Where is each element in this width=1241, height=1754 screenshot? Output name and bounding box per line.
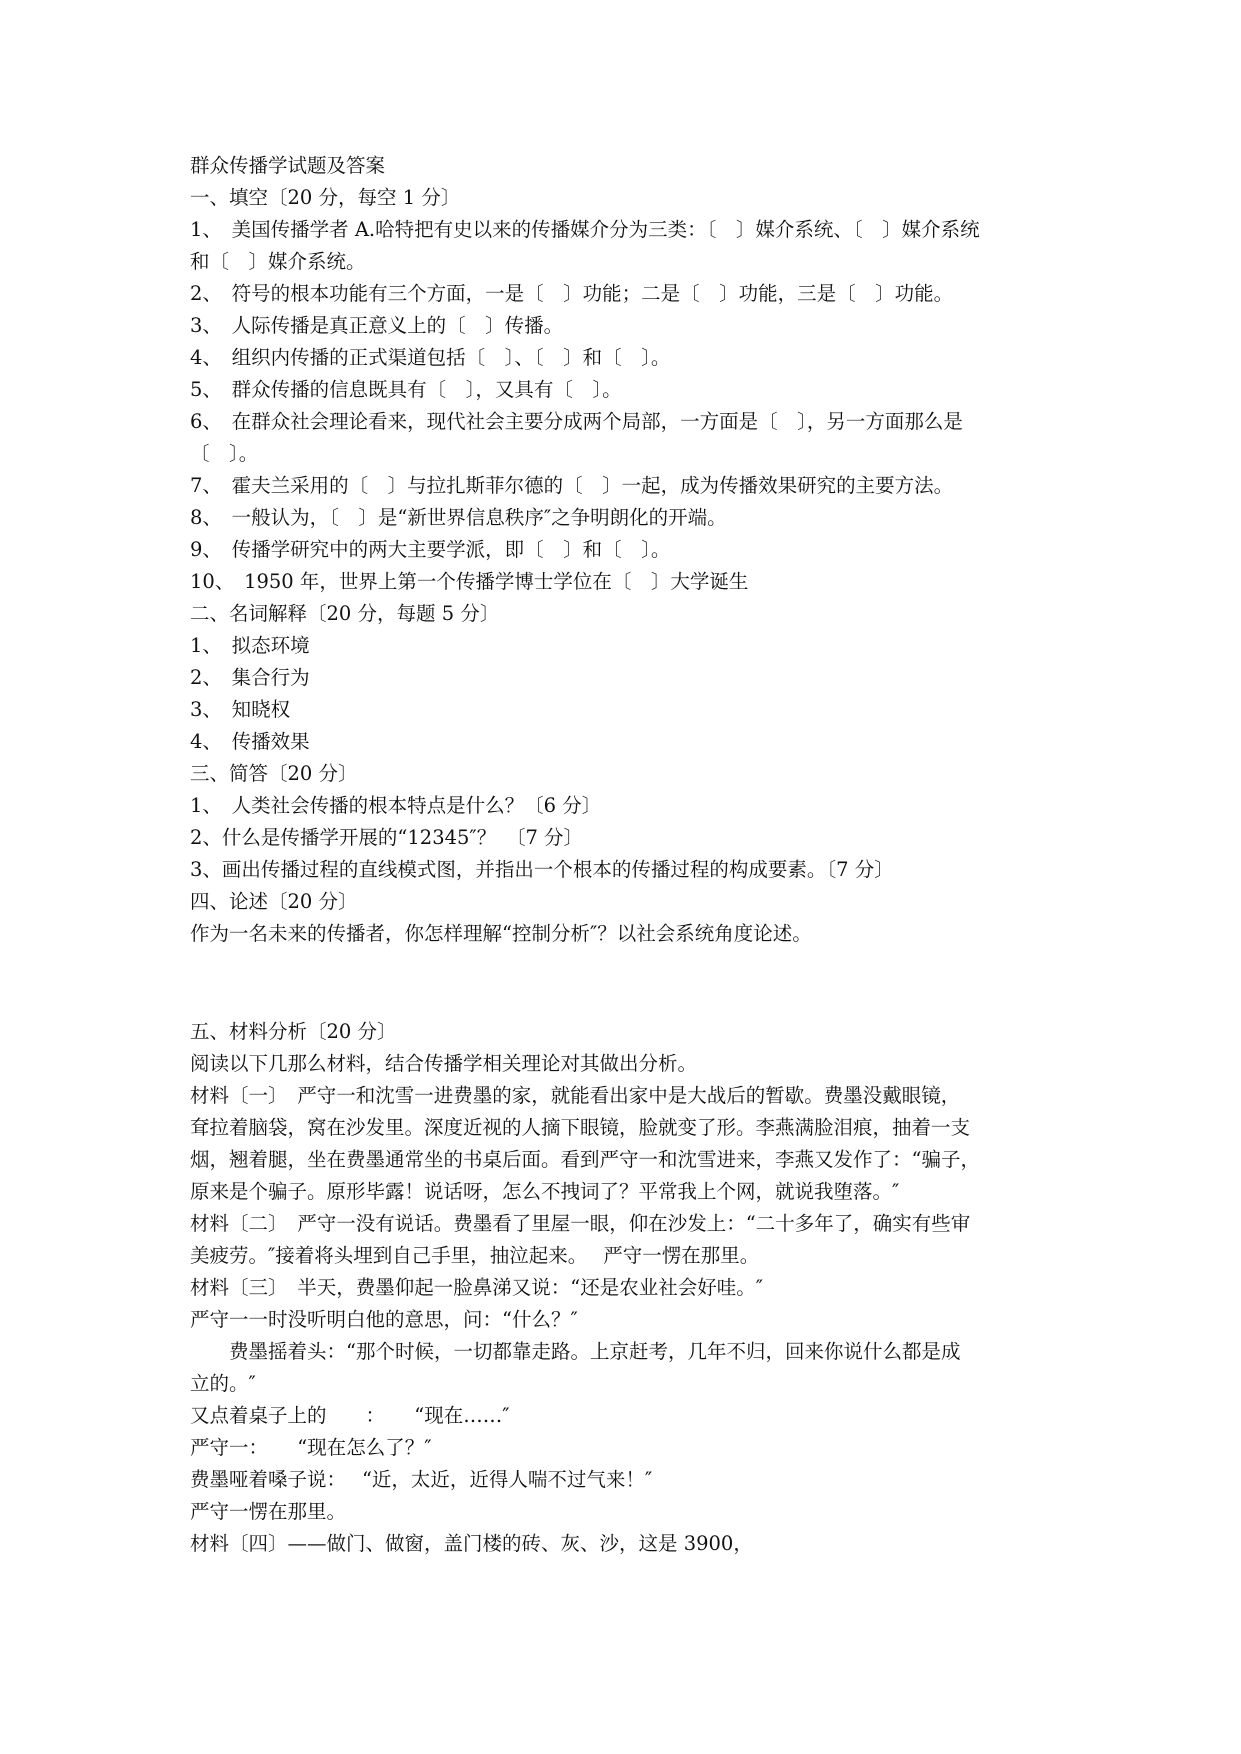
section-term-definitions: [190, 598, 1070, 758]
section-heading: 四、论述〔20 分〕: [190, 890, 358, 913]
text-line: 美疲劳。″接着将头埋到自己手里，抽泣起来。 严守一愣在那里。: [190, 1244, 760, 1267]
text-line: 立的。″: [190, 1372, 256, 1395]
section-heading: 五、材料分析〔20 分〕: [190, 1020, 397, 1043]
text-line: 1、 拟态环境: [190, 634, 310, 657]
text-line: 3、 人际传播是真正意义上的〔 〕传播。: [190, 314, 564, 337]
section-essay: [190, 886, 1070, 950]
text-line: 7、 霍夫兰采用的〔 〕与拉扎斯菲尔德的〔 〕一起，成为传播效果研究的主要方法。: [190, 474, 954, 497]
document-content: [190, 150, 1070, 1560]
text-line: 材料〔二〕 严守一没有说话。费墨看了里屋一眼，仰在沙发上：“二十多年了，确实有些审: [190, 1212, 971, 1235]
text-line: 费墨摇着头：“那个时候，一切都靠走路。上京赶考，几年不归，回来你说什么都是成: [190, 1340, 961, 1363]
text-line: 2、 符号的根本功能有三个方面，一是〔 〕功能；二是〔 〕功能，三是〔 〕功能。: [190, 282, 954, 305]
text-line: 9、 传播学研究中的两大主要学派，即〔 〕和〔 〕。: [190, 538, 671, 561]
text-line: 耷拉着脑袋，窝在沙发里。深度近视的人摘下眼镜，脸就变了形。李燕满脸泪痕，抽着一支: [190, 1116, 971, 1139]
text-line: 4、 组织内传播的正式渠道包括〔 〕、〔 〕和〔 〕。: [190, 346, 671, 369]
text-line: 作为一名未来的传播者，你怎样理解“控制分析″？以社会系统角度论述。: [190, 922, 812, 945]
text-line: 阅读以下几那么材料，结合传播学相关理论对其做出分析。: [190, 1052, 698, 1075]
section-heading: 二、名词解释〔20 分，每题 5 分〕: [190, 602, 500, 625]
text-line: 2、什么是传播学开展的“12345″？ 〔7 分〕: [190, 826, 584, 849]
text-line: 6、 在群众社会理论看来，现代社会主要分成两个局部，一方面是〔 〕，另一方面那么是: [190, 410, 963, 433]
text-line: 5、 群众传播的信息既具有〔 〕，又具有〔 〕。: [190, 378, 622, 401]
text-line: 原来是个骗子。原形毕露！说话呀，怎么不拽词了？平常我上个网，就说我堕落。″: [190, 1180, 900, 1203]
text-line: 和〔 〕媒介系统。: [190, 250, 366, 273]
text-line: 10、 1950 年，世界上第一个传播学博士学位在〔 〕大学诞生: [190, 570, 749, 593]
text-line: 严守一： “现在怎么了？″: [190, 1436, 432, 1459]
section-short-answer: [190, 758, 1070, 886]
section-fill-in-blank: [190, 182, 1070, 598]
section-heading: 一、填空〔20 分，每空 1 分〕: [190, 186, 461, 209]
section-material-analysis: [190, 1016, 1070, 1560]
document-title: 群众传播学试题及答案: [190, 154, 386, 177]
text-line: 3、画出传播过程的直线模式图，并指出一个根本的传播过程的构成要素。〔7 分〕: [190, 858, 894, 881]
text-line: 材料〔三〕 半天，费墨仰起一脸鼻涕又说：“还是农业社会好哇。″: [190, 1276, 764, 1299]
text-line: 严守一愣在那里。: [190, 1500, 347, 1523]
text-line: 材料〔四〕——做门、做窗，盖门楼的砖、灰、沙，这是 3900，: [190, 1532, 753, 1555]
text-line: 4、 传播效果: [190, 730, 310, 753]
text-line: 8、 一般认为，〔 〕是“新世界信息秩序″之争明朗化的开端。: [190, 506, 727, 529]
text-line: 〔 〕。: [190, 442, 259, 465]
text-line: 1、 人类社会传播的根本特点是什么？〔6 分〕: [190, 794, 602, 817]
text-line: 1、 美国传播学者 A.哈特把有史以来的传播媒介分为三类：〔 〕媒介系统、〔 〕媒介系统: [190, 218, 980, 241]
text-line: 费墨哑着嗓子说： “近，太近，近得人喘不过气来！″: [190, 1468, 653, 1491]
section-heading: 三、简答〔20 分〕: [190, 762, 358, 785]
text-line: 2、 集合行为: [190, 666, 310, 689]
blank-space: [190, 950, 1070, 1016]
text-line: 烟，翘着腿，坐在费墨通常坐的书桌后面。看到严守一和沈雪进来，李燕又发作了：“骗子，: [190, 1148, 980, 1171]
text-line: 3、 知晓权: [190, 698, 291, 721]
text-line: 材料〔一〕 严守一和沈雪一进费墨的家，就能看出家中是大战后的暂歇。费墨没戴眼镜，: [190, 1084, 961, 1107]
text-line: 严守一一时没听明白他的意思，问：“什么？″: [190, 1308, 578, 1331]
text-line: 又点着桌子上的 ： “现在……″: [190, 1404, 510, 1427]
